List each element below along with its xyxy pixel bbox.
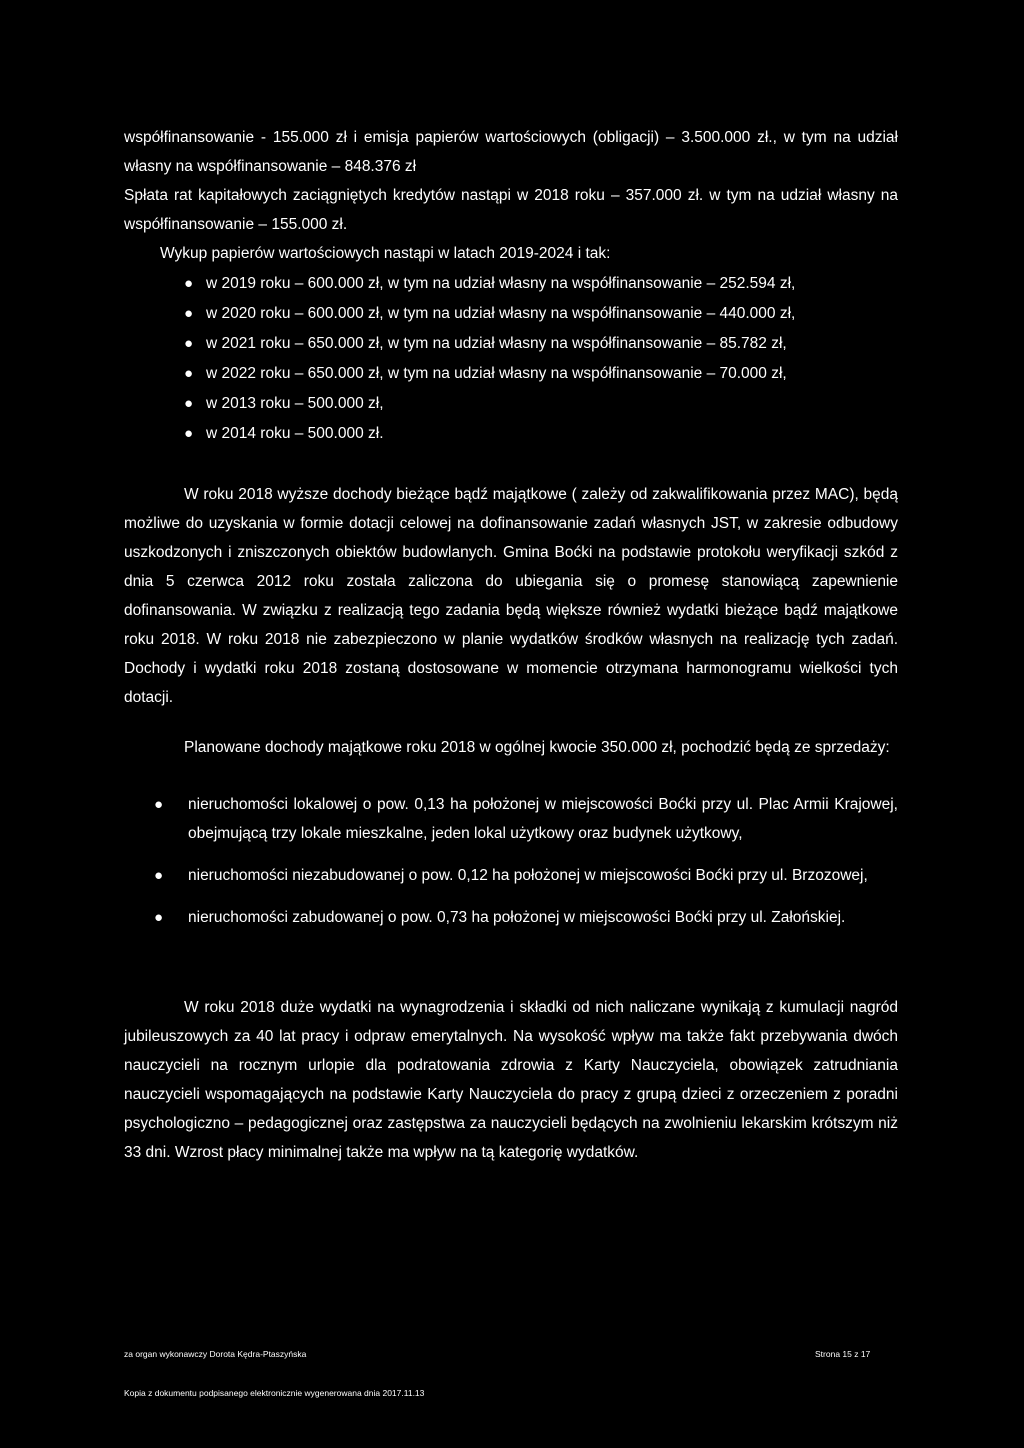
bullet-icon: ●	[154, 796, 164, 813]
sale-list	[124, 790, 898, 945]
bullet-icon: ●	[154, 867, 164, 884]
footer-copy-note: Kopia z dokumentu podpisanego elektronicznie wygenerowana dnia 2017.11.13	[124, 1388, 425, 1398]
paragraph-financing-cont: współfinansowanie - 155.000 zł i emisja papierów wartościowych (obligacji) – 3.500.000 zł., w tym na udział własny na współfinansowanie – 848.376 zł	[124, 129, 898, 175]
list-item: ● w 2019 roku – 600.000 zł, w tym na udział własny na współfinansowanie – 252.594 zł,	[124, 269, 898, 298]
list-item: ● w 2014 roku – 500.000 zł.	[124, 419, 898, 448]
bullet-icon: ●	[184, 275, 194, 292]
bullet-icon: ●	[154, 909, 164, 926]
footer-author: za organ wykonawczy Dorota Kędra-Ptaszyńska	[124, 1349, 307, 1359]
list-item: ● nieruchomości niezabudowanej o pow. 0,12 ha położonej w miejscowości Boćki przy ul. Brzozowej,	[124, 861, 898, 890]
footer-page-number: Strona 15 z 17	[815, 1349, 871, 1359]
bullet-icon: ●	[184, 335, 194, 352]
list-item: ● nieruchomości lokalowej o pow. 0,13 ha położonej w miejscowości Boćki przy ul. Plac Armii Krajowej, obejmującą trzy lokale mieszkalne, jeden lokal użytkowy oraz budynek użytkowy,	[124, 790, 898, 848]
bullet-icon: ●	[184, 365, 194, 382]
buyback-list	[124, 269, 898, 448]
list-item: ● nieruchomości zabudowanej o pow. 0,73 ha położonej w miejscowości Boćki przy ul. Załońskiej.	[124, 903, 898, 932]
bullet-icon: ●	[184, 305, 194, 322]
list-item: ● w 2022 roku – 650.000 zł, w tym na udział własny na współfinansowanie – 70.000 zł,	[124, 359, 898, 388]
paragraph-salary-expenses: W roku 2018 duże wydatki na wynagrodzenia i składki od nich naliczane wynikają z kumulacji nagród jubileuszowych za 40 lat pracy i odpraw emerytalnych. Na wysokość wpływ ma także fakt przebywania dwóch nauczycieli na rocznym urlopie dla podratowania zdrowia z Karty Nauczyciela, obowiązek zatrudniania nauczycieli wspomagających na podstawie Karty Nauczyciela do pracy z grupą dzieci z orzeczeniem z poradni psychologiczno – pedagogicznej oraz zastępstwa za nauczycieli będących na zwolnieniu lekarskim krótszym niż 33 dni. Wzrost płacy minimalnej także ma wpływ na tą kategorię wydatków.	[124, 999, 898, 1161]
list-item: ● w 2021 roku – 650.000 zł, w tym na udział własny na współfinansowanie – 85.782 zł,	[124, 329, 898, 358]
paragraph-mac-subsidy: W roku 2018 wyższe dochody bieżące bądź majątkowe ( zależy od zakwalifikowania przez MAC), będą możliwe do uzyskania w formie dotacji celowej na dofinansowanie zadań własnych JST, w zakresie odbudowy uszkodzonych i zniszczonych obiektów budowlanych. Gmina Boćki na podstawie protokołu weryfikacji szkód z dnia 5 czerwca 2012 roku została zaliczona do ubiegania się o promesę stanowiącą zapewnienie dofinansowania. W związku z realizacją tego zadania będą większe również wydatki bieżące bądź majątkowe roku 2018. W roku 2018 nie zabezpieczono w planie wydatków środków własnych na realizację tych zadań. Dochody i wydatki roku 2018 zostaną dostosowane w momencie otrzymana harmonogramu wielkości tych dotacji.	[124, 486, 898, 706]
bullet-icon: ●	[184, 395, 194, 412]
bullet-icon: ●	[184, 425, 194, 442]
list-item: ● w 2013 roku – 500.000 zł,	[124, 389, 898, 418]
list-item: ● w 2020 roku – 600.000 zł, w tym na udział własny na współfinansowanie – 440.000 zł,	[124, 299, 898, 328]
paragraph-buyback-intro: Wykup papierów wartościowych nastąpi w latach 2019-2024 i tak:	[160, 245, 611, 262]
paragraph-loan-repayment: Spłata rat kapitałowych zaciągniętych kredytów nastąpi w 2018 roku – 357.000 zł. w tym na udział własny na współfinansowanie – 155.000 zł.	[124, 187, 898, 233]
paragraph-asset-income: Planowane dochody majątkowe roku 2018 w ogólnej kwocie 350.000 zł, pochodzić będą ze sprzedaży:	[184, 739, 890, 756]
